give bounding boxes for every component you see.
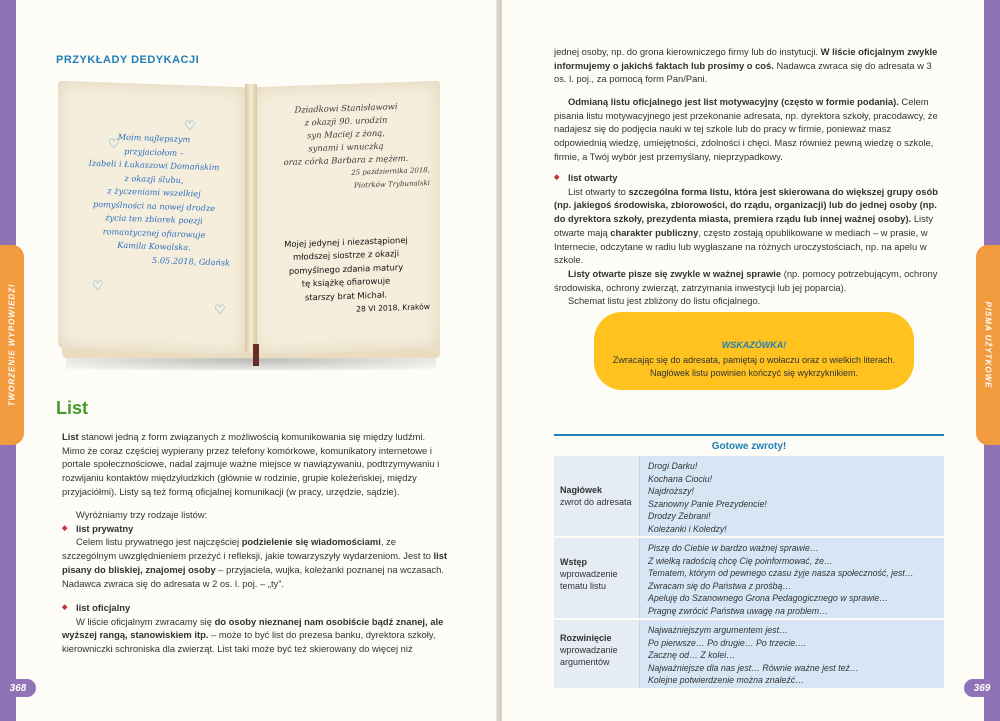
official-section: [62, 601, 448, 656]
phrase-item: Piszę do Ciebie w bardzo ważnej sprawie…: [648, 543, 819, 553]
dedication-line: przyjaciołom –: [124, 145, 184, 158]
list-title: List: [56, 398, 89, 418]
body-text: – może to być list do prezesa banku, dyrektora szkoły, kierowniczki schroniska dla zwierząt. List taki może być też skierowany do więcej niż: [62, 629, 436, 655]
bookmark-ribbon: [253, 344, 259, 366]
phrase-item: Kolejne potwierdzenie można znaleźć…: [648, 675, 804, 686]
phrase-item: Najdroższy!: [648, 486, 694, 497]
tip-title: WSKAZÓWKA!: [721, 340, 787, 350]
bold-text: podzielenie się wiadomościami: [241, 536, 381, 548]
phrase-item: Z wielką radością chcę Cię poinformować, że…: [648, 555, 833, 566]
phrase-item: Koleżanki i Koledzy!: [648, 523, 727, 534]
body-text: Schemat listu jest zbliżony do listu oficjalnego.: [568, 295, 761, 307]
body-text: List otwarty to: [568, 185, 629, 197]
bold-text: Listy otwarte pisze się zwykle w ważnej sprawie: [568, 267, 782, 279]
dedication-left: [78, 129, 230, 269]
heart-icon: ♡: [184, 118, 196, 133]
dedication-line: starszy brat Michał.: [304, 289, 388, 303]
intro-paragraph: [62, 430, 448, 499]
dedication-line: romantycznej ofiarowuje: [102, 225, 206, 240]
row-label: [554, 538, 640, 618]
body-text: – przyjaciela, wujka, koleżanki poznanej na wczasach. Nadawca zwraca się do adresata w 2 os. l. poj. – „ty”.: [62, 563, 444, 589]
motivational-paragraph: [554, 95, 944, 164]
left-side-tab: [0, 245, 24, 445]
dedication-line: życia ten zbiorek poezji: [105, 212, 203, 226]
tip-box: [594, 312, 914, 390]
phrases-table: [554, 434, 944, 690]
row-label-sub: zwrot do adresata: [560, 497, 632, 507]
row-label: [554, 456, 640, 536]
row-phrases: [640, 456, 944, 536]
dedication-line: Izabeli i Łukaszowi Domańskim: [88, 157, 220, 173]
dedication-line: młodszej siostrze z okazji: [292, 248, 400, 263]
phrase-item: Najważniejsze dla nas jest… Równie ważne jest też…: [648, 662, 859, 673]
heart-icon: ♡: [214, 302, 226, 317]
heart-icon: ♡: [108, 136, 120, 151]
right-side-tab-label: PISMA UŻYTKOWE: [983, 301, 993, 389]
dedication-signature: 25 października 2018,: [351, 166, 430, 177]
tip-body: [604, 354, 904, 380]
page-number-left: 368: [0, 679, 36, 697]
phrase-item: Tematem, którym od pewnego czasu żyje nasza społeczność, jest…: [648, 568, 914, 579]
types-intro: Wyróżniamy trzy rodzaje listów:: [76, 509, 208, 520]
bold-text: W liście oficjalnym zwykle informujemy o jakichś faktach lub prosimy o coś.: [554, 46, 938, 71]
body-text: jednej osoby, np. do grona kierowniczego firmy lub do instytucji.: [554, 46, 821, 57]
row-phrases: [640, 538, 944, 618]
row-phrases: [640, 620, 944, 688]
phrase-item: Apeluję do Szanownego Grona Pedagogicznego w sprawie…: [648, 593, 889, 604]
body-text: stanowi jedną z form związanych z możliwością komunikowania się między ludźmi. Mimo że coraz częściej wypierany przez telefony komórkowe, komunikatory internetowe i portale społecznościowe, nadal zajmuje ważne miejsce w nawiązywaniu, podtrzymywaniu i rozwijaniu kontaktów międzyludzkich (głównie w rodzinie, grupie koleżeńskiej, między przyjaciółmi). Listy są też formą oficjalnej komunikacji (w pracy, urzędzie, sądzie).: [62, 431, 440, 497]
row-label-title: Rozwinięcie: [560, 633, 612, 643]
dedication-line: oraz córka Barbara z mężem.: [283, 152, 409, 168]
phrase-item: Najważniejszym argumentem jest…: [648, 625, 788, 635]
bold-text: List: [62, 431, 79, 442]
section-heading: PRZYKŁADY DEDYKACJI: [56, 54, 200, 66]
bold-text: list pisany do bliskiej, znajomej osoby: [62, 550, 448, 575]
private-letter-heading: ◆ list prywatny: [62, 522, 448, 536]
book-illustration: [56, 74, 446, 370]
dedication-line: z życzeniami wszelkiej: [107, 185, 201, 199]
phrase-item: Zacznę od… Z kolei…: [648, 650, 736, 661]
row-label-sub: wprowadzanie argumentów: [560, 645, 618, 667]
phrase-item: Po pierwsze… Po drugie… Po trzecie….: [648, 637, 807, 648]
dedication-line: Dziadkowi Stanisławowi: [294, 101, 398, 115]
dedication-line: z okazji 90. urodzin: [304, 114, 388, 128]
dedication-right-bottom: [262, 233, 430, 319]
bold-text: do osoby nieznanej nam osobiście bądź znanej, ale wyższej rangą, stanowiskiem itp.: [62, 615, 444, 641]
row-label-sub: wprowadzenie tematu listu: [560, 569, 618, 591]
page-number-right: 369: [964, 679, 1000, 697]
phrases-title: Gotowe zwroty!: [554, 434, 944, 458]
dedication-signature: Piotrków Trybunalski: [354, 179, 430, 190]
phrase-item: Pragnę zwrócić Państwa uwagę na problem…: [648, 605, 828, 616]
body-text: (np. pomocy potrzebującym, ochrony środowiska, ochrony zwierząt, zatrzymania inwestycji lub jej poparcia).: [554, 267, 938, 293]
dedication-line: Moim najlepszym: [117, 131, 191, 145]
dedication-signature: 28 VI 2018, Kraków: [356, 302, 430, 314]
dedication-line: Kamila Kowalska.: [117, 239, 191, 253]
official-continued: [554, 45, 944, 86]
table-row: [554, 620, 944, 688]
tip-line: Zwracając się do adresata, pamiętaj o wołaczu oraz o wielkich literach.: [612, 355, 896, 365]
table-row: [554, 456, 944, 536]
phrase-item: Zwracam się do Państwa z prośbą…: [648, 580, 792, 591]
body-text: W liście oficjalnym zwracamy się: [76, 615, 215, 627]
dedication-right-top: [262, 99, 430, 196]
right-side-tab: [976, 245, 1000, 445]
body-text: Celem listu prywatnego jest najczęściej: [76, 536, 242, 548]
bold-text: charakter publiczny: [610, 226, 699, 238]
phrase-item: Drodzy Zebrani!: [648, 511, 711, 522]
dedication-line: tę książkę ofiarowuje: [301, 275, 391, 289]
row-label: [554, 620, 640, 688]
row-label-title: Nagłówek: [560, 485, 603, 495]
dedication-line: pomyślności na nowej drodze: [92, 198, 216, 213]
body-text: Listy otwarte mają: [554, 213, 934, 238]
phrase-item: Kochana Ciociu!: [648, 473, 713, 484]
official-letter-heading: ◆ list oficjalny: [62, 601, 448, 615]
dedication-line: synami i wnuczką: [308, 140, 384, 154]
body-text: Celem pisania listu motywacyjnego jest przekonanie adresata, np. dyrektora szkoły, pracodawcy, że nadajesz się do podjęcia nauki w tej szkole lub do pracy w firmie, ponieważ masz odpowiednią wiedzę, umiejętności, zdolności i chęci. Masz również pewną wiedzę o szkole, firmie, a Twój wybór jest przemyślany, nieprzypadkowy.: [554, 96, 938, 162]
table-row: [554, 538, 944, 618]
open-letter-section: [554, 171, 944, 308]
book-spine: [245, 84, 257, 352]
left-page: [0, 0, 498, 721]
bold-text: Odmianą listu oficjalnego jest list motywacyjny (często w formie podania).: [568, 96, 899, 107]
phrase-item: Drogi Darku!: [648, 461, 698, 471]
open-letter-heading: ◆ list otwarty: [554, 171, 944, 185]
body-text: , ze szczególnym uwzględnieniem przeżyć i refleksji, jakie towarzyszyły wydarzeniom. Jest to: [62, 536, 434, 562]
body-text: Nadawca zwraca się do adresata w 3 os. l. poj., za pomocą form Pan/Pani.: [554, 59, 932, 85]
dedication-line: Mojej jedynej i niezastąpionej: [284, 234, 408, 250]
bold-text: szczególna forma listu, która jest skierowana do większej grupy osób (np. jakiegoś środowiska, zbiorowości, do rządu, organizacji) lub do jednej osoby (np. do dyrektora szkoły, prezydenta miasta, premiera rządu lub innej ważnej osoby).: [554, 185, 938, 225]
left-side-tab-label: TWORZENIE WYPOWIEDZI: [7, 283, 17, 407]
dedication-line: pomyślnego zdania matury: [288, 261, 404, 276]
row-label-title: Wstęp: [560, 557, 587, 567]
dedication-signature: 5.05.2018, Gdańsk: [152, 254, 230, 268]
types-section: [62, 508, 448, 590]
dedication-line: z okazji ślubu,: [124, 172, 184, 185]
phrase-item: Szanowny Panie Prezydencie!: [648, 498, 767, 509]
dedication-line: syn Maciej z żoną,: [307, 127, 385, 141]
body-text: , często zostają opublikowane w mediach – w prasie, w Internecie, odczytane w radiu lub wygłaszane na różnych uroczystościach, np. na apelu w szkole.: [554, 226, 928, 266]
tip-line: Nagłówek listu powinien kończyć się wykrzyknikiem.: [649, 368, 859, 378]
heart-icon: ♡: [92, 278, 104, 293]
